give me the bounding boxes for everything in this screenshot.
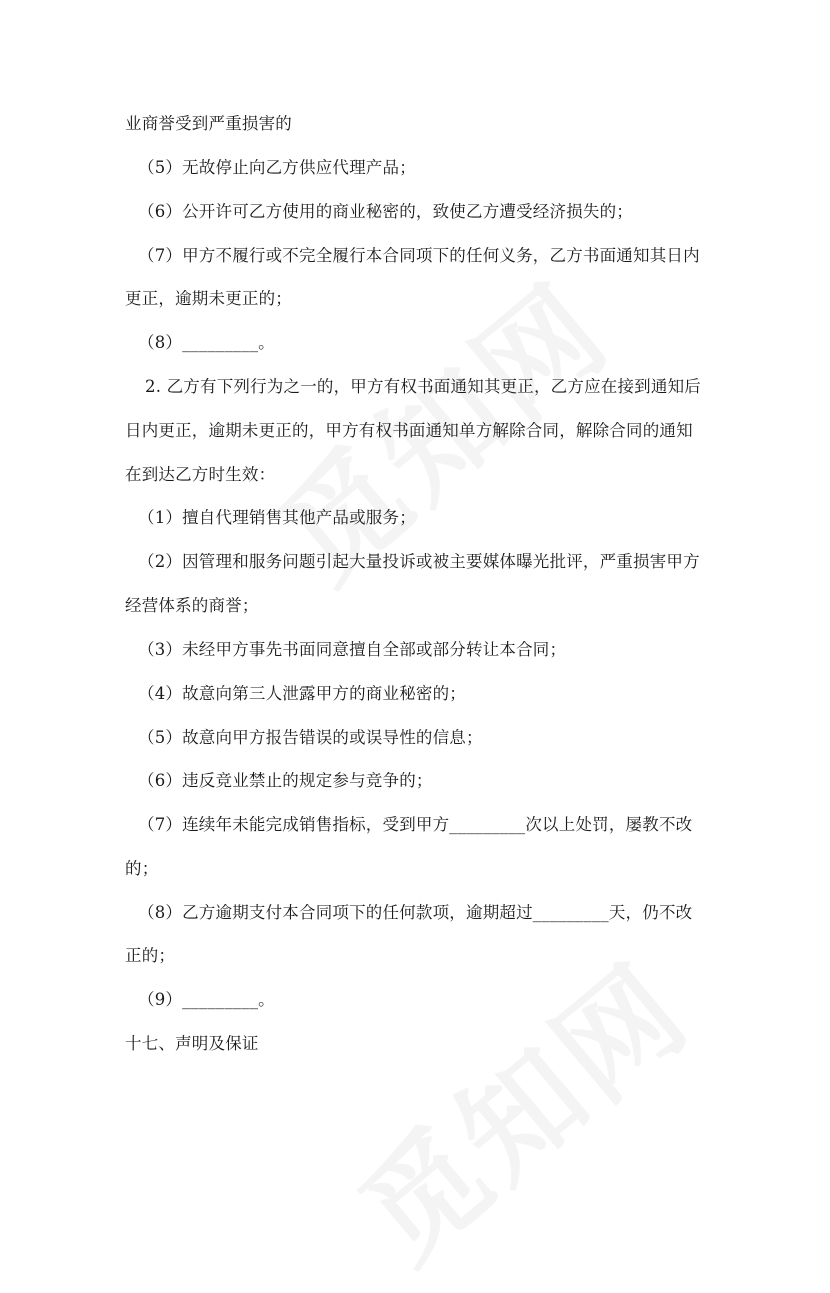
text-line: 业商誉受到严重损害的: [125, 114, 292, 133]
text-line: （7）甲方不履行或不完全履行本合同项下的任何义务，乙方书面通知其日内: [138, 246, 700, 265]
watermark: [319, 919, 719, 1293]
text-line: （7）连续年未能完成销售指标，受到甲方_________次以上处罚，屡教不改: [138, 815, 693, 834]
text-line: （8）乙方逾期支付本合同项下的任何款项，逾期超过_________天，仍不改: [138, 903, 693, 922]
text-line: （6）公开许可乙方使用的商业秘密的，致使乙方遭受经济损失的；: [138, 202, 633, 221]
text-line: 经营体系的商誉；: [125, 596, 259, 615]
text-line: （5）故意向甲方报告错误的或误导性的信息；: [138, 728, 483, 747]
text-line: 的；: [125, 859, 159, 878]
text-line: （5）无故停止向乙方供应代理产品；: [138, 158, 416, 177]
text-line: （8）_________。: [138, 333, 275, 352]
text-line: （4）故意向第三人泄露甲方的商业秘密的；: [138, 684, 466, 703]
text-line: 2. 乙方有下列行为之一的，甲方有权书面通知其更正，乙方应在接到通知后: [145, 377, 701, 396]
text-line: 正的；: [125, 946, 176, 965]
text-line: （3）未经甲方事先书面同意擅自全部或部分转让本合同；: [138, 640, 567, 659]
text-line: 日内更正，逾期未更正的，甲方有权书面通知单方解除合同，解除合同的通知: [125, 421, 693, 440]
text-line: 在到达乙方时生效：: [125, 465, 276, 484]
text-line: （6）违反竞业禁止的规定参与竞争的；: [138, 771, 433, 790]
text-line: （9）_________。: [138, 990, 275, 1009]
text-line: （1）擅自代理销售其他产品或服务；: [138, 508, 416, 527]
section-heading: 十七、声明及保证: [125, 1034, 259, 1053]
text-line: 更正，逾期未更正的；: [125, 289, 292, 308]
text-line: （2）因管理和服务问题引起大量投诉或被主要媒体曝光批评，严重损害甲方: [138, 552, 700, 571]
